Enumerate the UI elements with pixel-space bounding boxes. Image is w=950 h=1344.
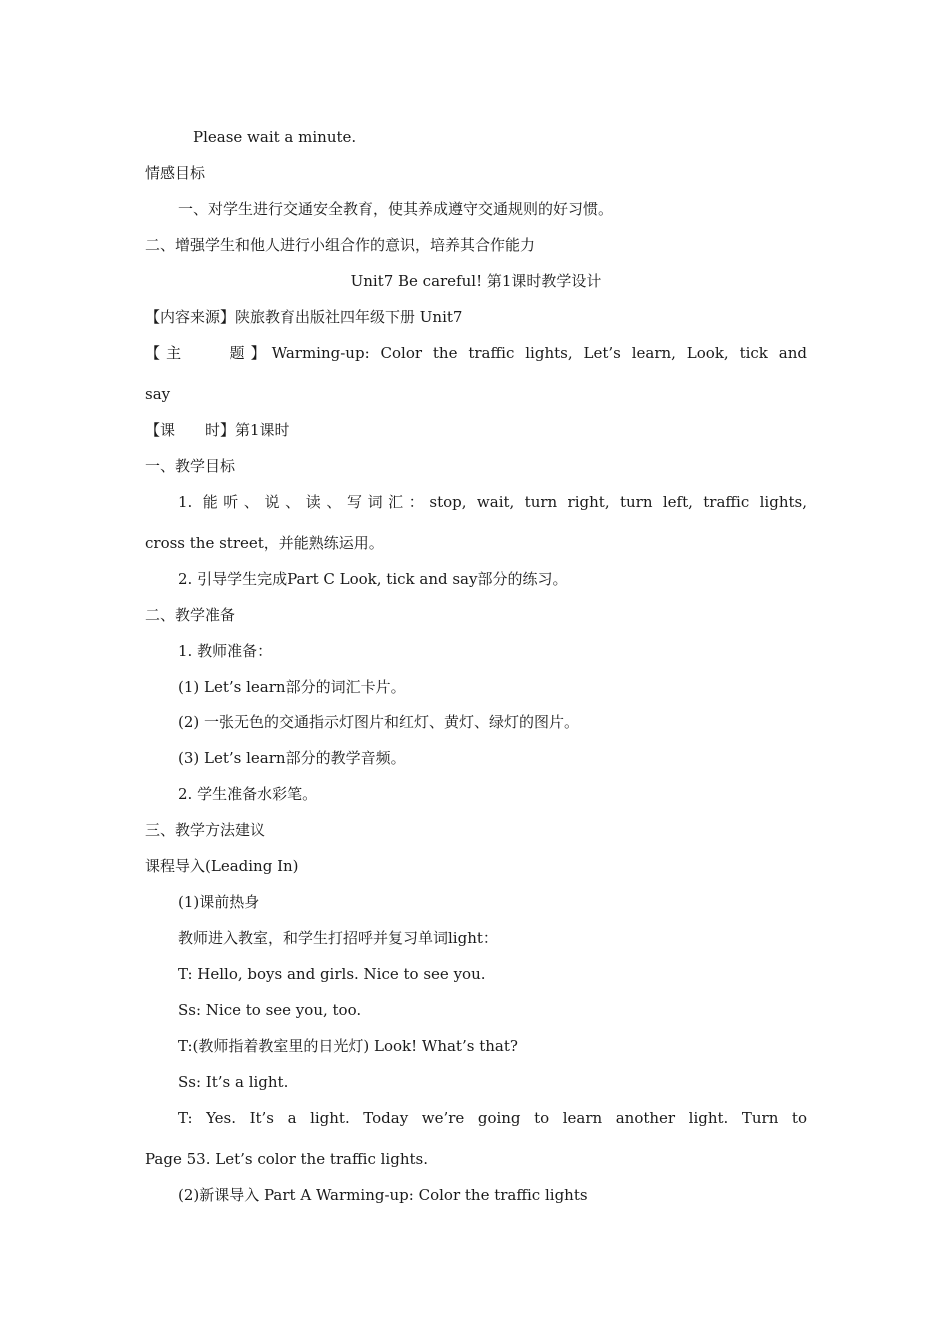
dialogue-line: T: Yes. It’s a light. Today we’re going to learn another light. Turn to (178, 1109, 807, 1127)
text-line: 教师进入教室，和学生打招呼并复习单词light： (178, 929, 498, 947)
text-line: 2. 引导学生完成Part C Look, tick and say部分的练习。 (178, 570, 568, 588)
section-heading: 情感目标 (145, 164, 206, 182)
dialogue-line: Ss: Nice to see you, too. (178, 1001, 362, 1019)
dialogue-line: T: Hello, boys and girls. Nice to see you. (178, 965, 486, 983)
content-source: 【内容来源】陕旅教育出版社四年级下册 Unit7 (145, 308, 463, 326)
text-line: (2)新课导入 Part A Warming-up: Color the traffic lights (178, 1186, 588, 1204)
lesson-period: 【课 时】第1课时 (145, 421, 290, 439)
text-line: (1)课前热身 (178, 893, 260, 911)
text-line: (1) Let’s learn部分的词汇卡片。 (178, 678, 406, 696)
section-heading: 三、教学方法建议 (145, 821, 266, 839)
lesson-title: Unit7 Be careful! 第1课时教学设计 (350, 272, 602, 290)
text-line: 二、增强学生和他人进行小组合作的意识，培养其合作能力 (145, 236, 536, 254)
section-heading: 一、教学目标 (145, 457, 236, 475)
text-line: 1. 教师准备： (178, 642, 273, 660)
text-line: cross the street，并能熟练运用。 (145, 534, 384, 552)
text-line: 1. 能听、说、读、写词汇：stop, wait, turn right, turn left, traffic lights, (178, 493, 807, 511)
text-line: 一、对学生进行交通安全教育，使其养成遵守交通规则的好习惯。 (178, 200, 614, 218)
text-line: (2) 一张无色的交通指示灯图片和红灯、黄灯、绿灯的图片。 (178, 713, 580, 731)
dialogue-line: Page 53. Let’s color the traffic lights. (145, 1150, 428, 1168)
dialogue-line: Ss: It’s a light. (178, 1073, 289, 1091)
dialogue-line: T:(教师指着教室里的日光灯) Look! What’s that? (178, 1037, 518, 1055)
text-line: (3) Let’s learn部分的教学音频。 (178, 749, 406, 767)
text-line: Please wait a minute. (193, 128, 357, 146)
lesson-topic: 【主 题】Warming-up: Color the traffic lights, Let’s learn, Look, tick and (145, 344, 807, 362)
section-heading: 课程导入(Leading In) (145, 857, 299, 875)
section-heading: 二、教学准备 (145, 606, 236, 624)
text-line: say (145, 385, 171, 403)
text-line: 2. 学生准备水彩笔。 (178, 785, 318, 803)
